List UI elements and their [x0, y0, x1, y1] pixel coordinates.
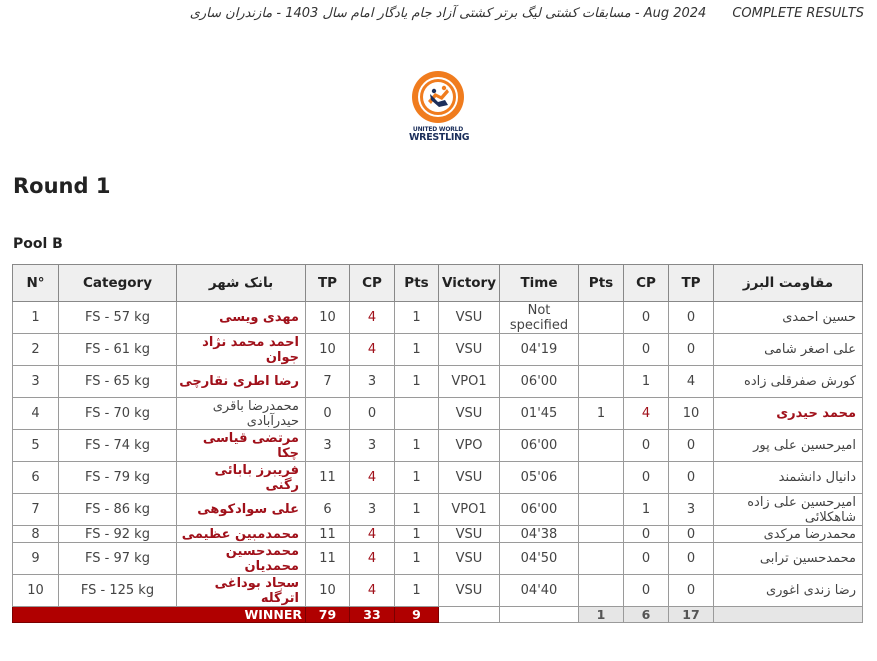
cp-right: 4 — [624, 398, 669, 430]
pts-left: 1 — [395, 430, 439, 462]
complete-results-label: COMPLETE RESULTS — [732, 6, 864, 21]
wrestler-right: محمدرضا مرکدی — [714, 526, 863, 543]
bout-time: 01'45 — [500, 398, 579, 430]
pts-left: 1 — [395, 494, 439, 526]
col-header-category: Category — [59, 265, 177, 302]
bout-time: 06'00 — [500, 366, 579, 398]
pts-right — [579, 494, 624, 526]
row-number: 8 — [13, 526, 59, 543]
total-cp-right: 6 — [624, 607, 669, 623]
wrestler-left: محمدحسین محمدیان — [177, 543, 306, 575]
row-category: FS - 74 kg — [59, 430, 177, 462]
col-header-number: N° — [13, 265, 59, 302]
pts-left: 1 — [395, 302, 439, 334]
pts-left: 1 — [395, 575, 439, 607]
tp-left: 10 — [306, 575, 350, 607]
victory-type: VSU — [439, 575, 500, 607]
table-row — [13, 430, 863, 462]
uww-emblem-icon — [411, 70, 465, 124]
cp-right: 1 — [624, 494, 669, 526]
wrestler-left: سجاد بوداغی اترگله — [177, 575, 306, 607]
row-category: FS - 125 kg — [59, 575, 177, 607]
pts-right: 1 — [579, 398, 624, 430]
wrestler-right: محمد حیدری — [714, 398, 863, 430]
wrestler-right: کورش صفرقلی زاده — [714, 366, 863, 398]
footer-empty-team-right — [714, 607, 863, 623]
col-header-team-right: مقاومت البرز — [714, 265, 863, 302]
cp-right: 0 — [624, 430, 669, 462]
table-row — [13, 575, 863, 607]
wrestler-right: امیرحسین علی پور — [714, 430, 863, 462]
tp-right: 3 — [669, 494, 714, 526]
total-pts-left: 9 — [395, 607, 439, 623]
col-header-cp-right: CP — [624, 265, 669, 302]
total-cp-left: 33 — [350, 607, 395, 623]
table-row — [13, 398, 863, 430]
wrestler-right: رضا زندی اغوری — [714, 575, 863, 607]
row-category: FS - 86 kg — [59, 494, 177, 526]
event-title: مسابقات کشتی لیگ برتر کشتی آزاد جام یادگار امام سال 1403 - مازندران ساری - Aug 2024 — [189, 6, 707, 21]
wrestler-right: محمدحسین ترابی — [714, 543, 863, 575]
pts-right — [579, 366, 624, 398]
tp-right: 0 — [669, 526, 714, 543]
pts-left: 1 — [395, 526, 439, 543]
row-number: 2 — [13, 334, 59, 366]
row-category: FS - 97 kg — [59, 543, 177, 575]
row-number: 5 — [13, 430, 59, 462]
row-number: 4 — [13, 398, 59, 430]
header-row — [13, 265, 863, 302]
results-table — [12, 264, 863, 623]
cp-right: 0 — [624, 575, 669, 607]
row-number: 1 — [13, 302, 59, 334]
cp-right: 0 — [624, 462, 669, 494]
cp-left: 3 — [350, 494, 395, 526]
victory-type: VSU — [439, 334, 500, 366]
tp-right: 0 — [669, 462, 714, 494]
tp-left: 6 — [306, 494, 350, 526]
bout-time: 06'00 — [500, 494, 579, 526]
tp-left: 10 — [306, 334, 350, 366]
tp-left: 11 — [306, 526, 350, 543]
victory-type: VSU — [439, 302, 500, 334]
tp-right: 0 — [669, 302, 714, 334]
pts-left — [395, 398, 439, 430]
victory-type: VSU — [439, 398, 500, 430]
wrestler-right: امیرحسین علی زاده شاهکلائی — [714, 494, 863, 526]
row-category: FS - 70 kg — [59, 398, 177, 430]
victory-type: VSU — [439, 526, 500, 543]
tp-right: 0 — [669, 334, 714, 366]
cp-left: 4 — [350, 462, 395, 494]
cp-right: 1 — [624, 366, 669, 398]
cp-left: 3 — [350, 430, 395, 462]
bout-time: 04'40 — [500, 575, 579, 607]
cp-right: 0 — [624, 302, 669, 334]
row-number: 6 — [13, 462, 59, 494]
cp-left: 4 — [350, 543, 395, 575]
wrestler-left: مرتضی قیاسی چکا — [177, 430, 306, 462]
winner-label: WINNER — [13, 607, 306, 623]
victory-type: VPO1 — [439, 494, 500, 526]
pts-right — [579, 526, 624, 543]
pts-left: 1 — [395, 462, 439, 494]
row-category: FS - 65 kg — [59, 366, 177, 398]
tp-right: 0 — [669, 575, 714, 607]
col-header-team-left: بانک شهر — [177, 265, 306, 302]
wrestler-left: علی سوادکوهی — [177, 494, 306, 526]
bout-time: Not specified — [500, 302, 579, 334]
tp-right: 0 — [669, 430, 714, 462]
victory-type: VSU — [439, 543, 500, 575]
pts-right — [579, 575, 624, 607]
row-number: 7 — [13, 494, 59, 526]
victory-type: VSU — [439, 462, 500, 494]
row-category: FS - 61 kg — [59, 334, 177, 366]
table-row — [13, 543, 863, 575]
pts-left: 1 — [395, 366, 439, 398]
pts-left: 1 — [395, 543, 439, 575]
victory-type: VPO — [439, 430, 500, 462]
victory-type: VPO1 — [439, 366, 500, 398]
cp-left: 3 — [350, 366, 395, 398]
footer-empty-victory — [439, 607, 500, 623]
total-tp-left: 79 — [306, 607, 350, 623]
pts-right — [579, 543, 624, 575]
wrestler-left: فریبرز بابائی رگنی — [177, 462, 306, 494]
cp-left: 4 — [350, 575, 395, 607]
row-number: 3 — [13, 366, 59, 398]
pts-left: 1 — [395, 334, 439, 366]
table-row — [13, 302, 863, 334]
tp-left: 7 — [306, 366, 350, 398]
row-number: 9 — [13, 543, 59, 575]
tp-right: 0 — [669, 543, 714, 575]
table-row — [13, 494, 863, 526]
table-row — [13, 334, 863, 366]
tp-left: 11 — [306, 462, 350, 494]
wrestler-right: حسین احمدی — [714, 302, 863, 334]
cp-left: 0 — [350, 398, 395, 430]
col-header-pts-left: Pts — [395, 265, 439, 302]
table-row — [13, 526, 863, 543]
row-category: FS - 92 kg — [59, 526, 177, 543]
round-title: Round 1 — [13, 174, 111, 198]
cp-left: 4 — [350, 526, 395, 543]
col-header-cp-left: CP — [350, 265, 395, 302]
winner-totals-row — [13, 607, 863, 623]
logo-line2: WRESTLING — [409, 132, 470, 143]
col-header-pts-right: Pts — [579, 265, 624, 302]
bout-time: 04'38 — [500, 526, 579, 543]
tp-right: 10 — [669, 398, 714, 430]
cp-right: 0 — [624, 526, 669, 543]
results-header — [120, 6, 864, 21]
cp-right: 0 — [624, 543, 669, 575]
pts-right — [579, 430, 624, 462]
wrestler-right: علی اصغر شامی — [714, 334, 863, 366]
pts-right — [579, 334, 624, 366]
tp-left: 11 — [306, 543, 350, 575]
col-header-time: Time — [500, 265, 579, 302]
wrestler-left: محمدمبین عظیمی — [177, 526, 306, 543]
wrestler-left: رضا اطری نقارچی — [177, 366, 306, 398]
col-header-victory: Victory — [439, 265, 500, 302]
pts-right — [579, 462, 624, 494]
col-header-tp-left: TP — [306, 265, 350, 302]
row-category: FS - 79 kg — [59, 462, 177, 494]
tp-left: 3 — [306, 430, 350, 462]
tp-left: 0 — [306, 398, 350, 430]
cp-right: 0 — [624, 334, 669, 366]
wrestler-left: محمدرضا باقری حیدرآبادی — [177, 398, 306, 430]
wrestler-left: احمد محمد نژاد جوان — [177, 334, 306, 366]
cp-left: 4 — [350, 334, 395, 366]
total-tp-right: 17 — [669, 607, 714, 623]
uww-logo — [409, 70, 470, 143]
cp-left: 4 — [350, 302, 395, 334]
bout-time: 04'19 — [500, 334, 579, 366]
bout-time: 04'50 — [500, 543, 579, 575]
total-pts-right: 1 — [579, 607, 624, 623]
logo-line1: UNITED WORLD — [412, 126, 464, 133]
table-row — [13, 462, 863, 494]
pts-right — [579, 302, 624, 334]
wrestler-left: مهدی ویسی — [177, 302, 306, 334]
bout-time: 06'00 — [500, 430, 579, 462]
tp-left: 10 — [306, 302, 350, 334]
wrestler-right: دانیال دانشمند — [714, 462, 863, 494]
table-row — [13, 366, 863, 398]
row-number: 10 — [13, 575, 59, 607]
row-category: FS - 57 kg — [59, 302, 177, 334]
col-header-tp-right: TP — [669, 265, 714, 302]
bout-time: 05'06 — [500, 462, 579, 494]
footer-empty-time — [500, 607, 579, 623]
pool-title: Pool B — [13, 236, 63, 252]
tp-right: 4 — [669, 366, 714, 398]
